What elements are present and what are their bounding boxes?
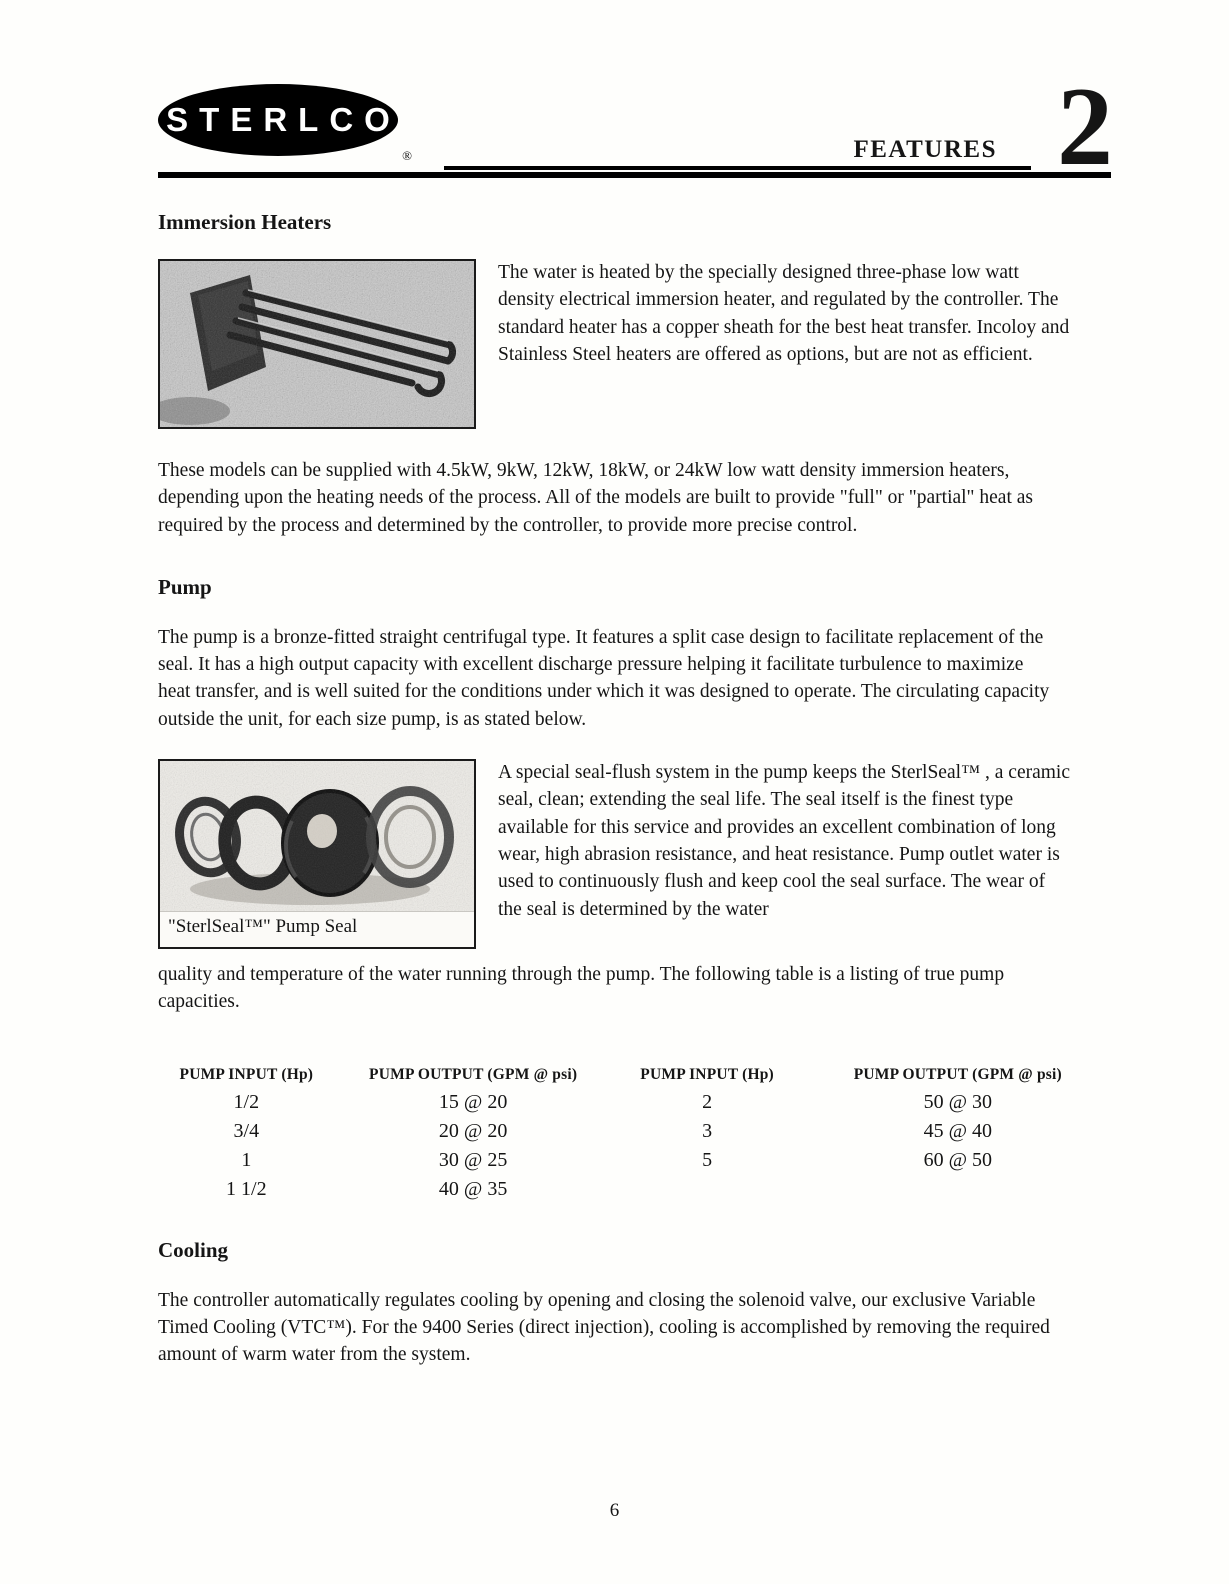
page-number: 6 bbox=[609, 1500, 620, 1521]
table-cell: 1 1/2 bbox=[226, 1177, 267, 1200]
immersion-intro-text: The water is heated by the specially designed three-phase low watt density electrical immersion heater, and regulated by the controller. The standard heater has a copper sheath for the best heat transfer. Incoloy and Stainless Steel heaters are offered as options, but are not as efficient. bbox=[498, 262, 1070, 365]
table-cell: 3 bbox=[702, 1119, 713, 1142]
table-cell: 40 @ 35 bbox=[438, 1177, 508, 1200]
immersion-body-text: These models can be supplied with 4.5kW, 9kW, 12kW, 18kW, or 24kW low watt density immersion heaters, depending upon the heating needs of the process. All of the models are built to provide "full" or "partial" heat as required by the process and determined by the controller, to provide more precise control. bbox=[158, 460, 1033, 536]
chapter-title: FEATURES bbox=[853, 136, 997, 163]
immersion-heater-photo bbox=[158, 259, 476, 429]
table-cell bbox=[803, 1175, 1113, 1204]
pump-seal-photo bbox=[158, 759, 476, 949]
table-cell: 2 bbox=[702, 1090, 713, 1113]
table-cell: 15 @ 20 bbox=[438, 1090, 508, 1113]
pump-seal-caption: "SterlSeal™" Pump Seal bbox=[160, 911, 474, 947]
registered-trademark-mark: ® bbox=[402, 148, 412, 163]
table-cell: 3/4 bbox=[233, 1119, 260, 1142]
table-row bbox=[158, 1088, 1113, 1117]
table-cell: 45 @ 40 bbox=[923, 1119, 993, 1142]
table-header-pump-output-2: PUMP OUTPUT (GPM @ psi) bbox=[853, 1065, 1062, 1083]
page-header bbox=[158, 64, 1111, 189]
pump-seal-row bbox=[158, 759, 1111, 949]
table-header-pump-input-2: PUMP INPUT (Hp) bbox=[640, 1065, 774, 1083]
table-cell: 1 bbox=[241, 1148, 252, 1171]
section-title-cooling: Cooling bbox=[158, 1237, 229, 1262]
table-cell: 5 bbox=[702, 1148, 713, 1171]
table-header-pump-output-1: PUMP OUTPUT (GPM @ psi) bbox=[369, 1065, 578, 1083]
pump-capacity-table bbox=[158, 1066, 1113, 1204]
section-title-immersion-heaters: Immersion Heaters bbox=[158, 210, 332, 234]
pump-body-text: The pump is a bronze-fitted straight centrifugal type. It features a split case design to facilitate replacement of the seal. It has a high output capacity with excellent discharge pressure helping it facilitate turbulence to maximize heat transfer, and is well suited for the conditions under which it was designed to operate. The circulating capacity outside the unit, for each size pump, is as stated below. bbox=[158, 626, 1050, 730]
chapter-title-rule bbox=[444, 136, 1031, 170]
table-row bbox=[158, 1117, 1113, 1146]
table-cell: 30 @ 25 bbox=[438, 1148, 508, 1171]
table-row bbox=[158, 1175, 1113, 1204]
table-row bbox=[158, 1146, 1113, 1175]
table-cell: 20 @ 20 bbox=[438, 1119, 508, 1142]
immersion-heater-row bbox=[158, 259, 1111, 429]
sterlco-logo-oval bbox=[158, 84, 401, 156]
table-cell bbox=[612, 1175, 803, 1204]
table-header-row bbox=[158, 1066, 1113, 1088]
chapter-number: 2 bbox=[1057, 64, 1111, 189]
pump-continuation-text: quality and temperature of the water running through the pump. The following table is a listing of true pump capacities. bbox=[158, 964, 1005, 1013]
table-cell: 60 @ 50 bbox=[923, 1148, 993, 1171]
table-cell: 50 @ 30 bbox=[923, 1090, 993, 1113]
pump-seal-text: A special seal-flush system in the pump keeps the SterlSeal™ , a ceramic seal, clean; extending the seal life. The seal itself is the finest type available for this service and provides an excellent combination of long wear, high abrasion resistance, and heat resistance. Pump outlet water is used to continuously flush and keep cool the seal surface. The wear of the seal is determined by the water bbox=[498, 762, 1070, 920]
section-title-pump: Pump bbox=[158, 574, 212, 599]
table-cell: 1/2 bbox=[233, 1090, 260, 1113]
sterlco-logo-text: STERLCO bbox=[166, 101, 401, 138]
sterlco-logo bbox=[158, 84, 412, 163]
table-header-pump-input-1: PUMP INPUT (Hp) bbox=[179, 1065, 314, 1083]
cooling-body-text: The controller automatically regulates cooling by opening and closing the solenoid valve, our exclusive Variable Timed Cooling (VTC™). For the 9400 Series (direct injection), cooling is accomplished by removing the required amount of warm water from the system. bbox=[158, 1289, 1050, 1366]
